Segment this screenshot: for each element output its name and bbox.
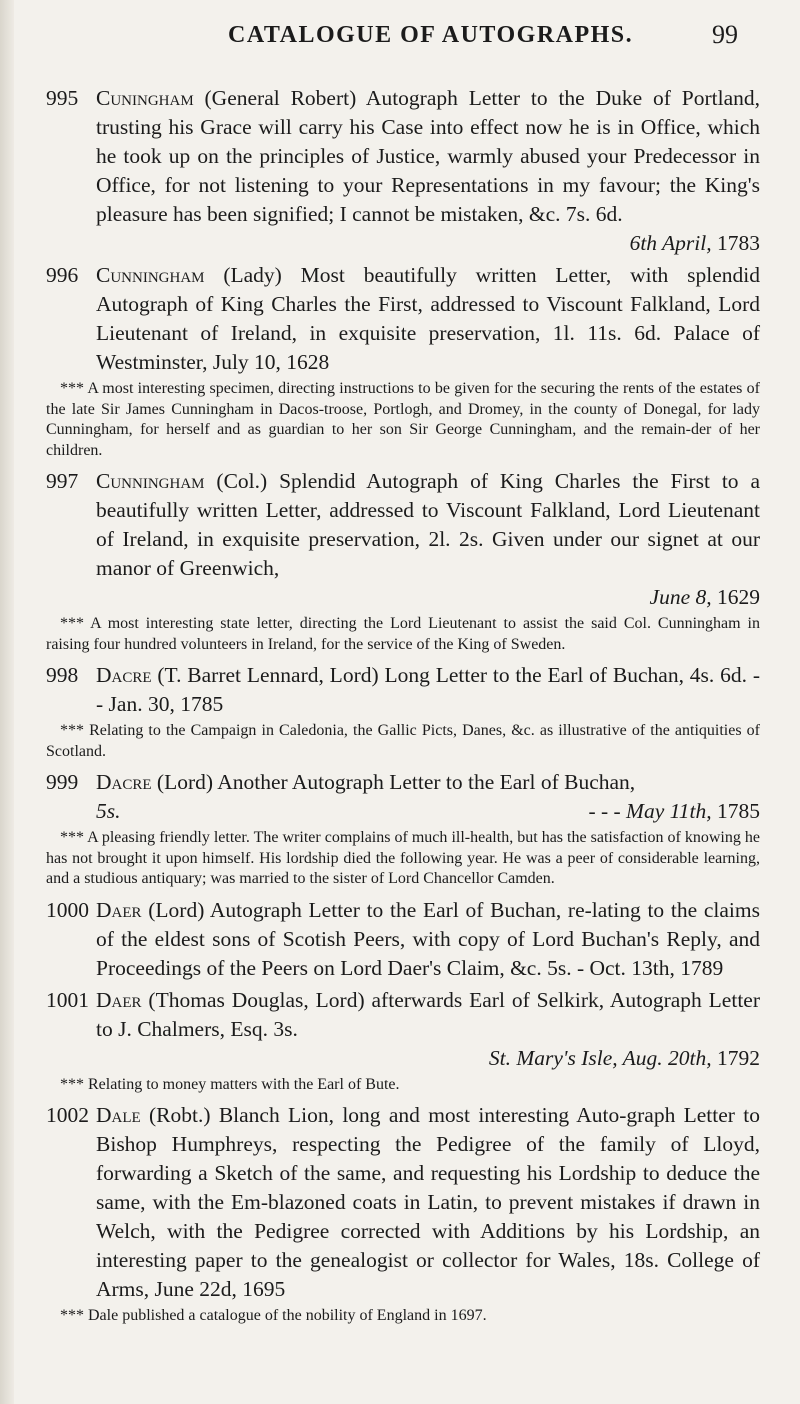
- entry-note: *** A pleasing friendly letter. The writer complains of much ill-health, but has the satisfaction of knowing he has not brought it upon himself. His lordship died the following year. He was a peer of considerable learning, and a studious antiquary; was married to the sister of Lord Chancellor Camden.: [46, 829, 760, 887]
- entry-name: Dacre: [96, 663, 152, 687]
- page-number: 99: [712, 20, 738, 49]
- entry-name: Cuningham: [96, 86, 194, 110]
- page-header: [0, 22, 800, 62]
- page-gutter-shadow: [0, 0, 14, 1404]
- entry-name: Cunningham: [96, 263, 205, 287]
- entry-description: (T. Barret Lennard, Lord) Long Letter to the Earl of Buchan, 4s. 6d. - - Jan. 30, 1785: [96, 663, 760, 716]
- entry-name: Cunningham: [96, 469, 205, 493]
- entry-price: 5s.: [96, 799, 121, 823]
- entry-description: (General Robert) Autograph Letter to the Duke of Portland, trusting his Grace will carry his Case into effect now he is in Office, which he took up on the principles of Justice, warmly abused your Predecessor in Office, for not listening to your Representations in my favour; the King's pleasure has been signified; I cannot be mistaken, &c. 7s. 6d.: [96, 86, 760, 226]
- catalogue-entry-1001: [46, 986, 760, 1096]
- entry-date: - - - May 11th,: [588, 799, 712, 823]
- entry-number: 1000: [46, 897, 89, 922]
- entry-date: St. Mary's Isle, Aug. 20th,: [488, 1045, 712, 1070]
- entry-note: *** Relating to money matters with the Earl of Bute.: [60, 1075, 400, 1093]
- catalogue-entry-995: [46, 84, 760, 258]
- entry-year: 1783: [717, 231, 760, 255]
- entry-dateline: [46, 797, 760, 826]
- entry-note: *** Relating to the Campaign in Caledonia, the Gallic Picts, Danes, &c. as illustrative of the antiquities of Scotland.: [46, 722, 760, 760]
- entry-year: 1785: [717, 799, 760, 823]
- entry-number: 1002: [46, 1103, 89, 1127]
- entry-number: 997: [46, 469, 79, 493]
- entry-number: 1001: [46, 987, 89, 1012]
- entry-description: (Lord) Another Autograph Letter to the Earl of Buchan,: [151, 770, 636, 794]
- entry-note: *** A most interesting specimen, directing instructions to be given for the securing the rents of the estates of the late Sir James Cunningham in Dacos-troose, Portlogh, and Dromey, in the county of Donegal, for lady Cunningham, for herself and as guardian to her son Sir George Cunningham, and the remain-der of her children.: [46, 380, 760, 459]
- entry-description: (Col.) Splendid Autograph of King Charles the First to a beautifully written Letter, addressed to Viscount Falkland, Lord Lieutenant of Ireland, in exquisite preservation, 2l. 2s. Given under our signet at our manor of Greenwich,: [96, 469, 760, 580]
- catalogue-entry-996: [46, 261, 760, 461]
- catalogue-entry-1000: [46, 896, 760, 983]
- entry-note: *** A most interesting state letter, directing the Lord Lieutenant to assist the said Col. Cunningham in raising four hundred volunteers in Ireland, for the service of the King of Sweden.: [46, 615, 760, 653]
- catalogue-entry-998: [46, 661, 760, 762]
- entry-name: Daer: [96, 987, 142, 1012]
- catalogue-entry-1002: [46, 1101, 760, 1327]
- entry-dateline: [46, 229, 760, 258]
- entry-note: *** Dale published a catalogue of the nobility of England in 1697.: [60, 1307, 487, 1324]
- running-title: CATALOGUE OF AUTOGRAPHS.: [228, 22, 634, 48]
- entry-number: 996: [46, 263, 79, 287]
- entry-year: 1792: [717, 1045, 760, 1070]
- entry-description: (Robt.) Blanch Lion, long and most interesting Auto-graph Letter to Bishop Humphreys, respecting the Pedigree of the family of Lloyd, forwarding a Sketch of the same, and requesting his Lordship to deduce the same, with the Em-blazoned coats in Latin, to prevent mistakes if drawn in Welch, with the Pedigree corrected with Additions by his Lordship, an interesting paper to the genealogist or collector for Wales, 18s. College of Arms, June 22d, 1695: [96, 1103, 760, 1301]
- catalogue-body: [46, 84, 760, 1333]
- entry-dateline: [46, 583, 760, 612]
- entry-year: 1629: [717, 585, 760, 609]
- entry-name: Dale: [96, 1103, 141, 1127]
- entry-dateline: [46, 1044, 760, 1073]
- entry-date: June 8,: [649, 585, 712, 609]
- entry-description: (Thomas Douglas, Lord) afterwards Earl of Selkirk, Autograph Letter to J. Chalmers, Esq. 3s.: [96, 987, 760, 1041]
- entry-number: 998: [46, 663, 79, 687]
- entry-number: 995: [46, 86, 79, 110]
- entry-name: Daer: [96, 897, 142, 922]
- entry-description: (Lord) Autograph Letter to the Earl of Buchan, re-lating to the claims of the eldest sons of Scotish Peers, with copy of Lord Buchan's Reply, and Proceedings of the Peers on Lord Daer's Claim, &c. 5s. - Oct. 13th, 1789: [96, 897, 760, 980]
- catalogue-entry-997: [46, 467, 760, 655]
- entry-description: (Lady) Most beautifully written Letter, with splendid Autograph of King Charles the First, addressed to Viscount Falkland, Lord Lieutenant of Ireland, in exquisite preservation, 1l. 11s. 6d. Palace of Westminster, July 10, 1628: [96, 263, 760, 374]
- catalogue-entry-999: [46, 768, 760, 890]
- entry-date: 6th April,: [629, 231, 712, 255]
- entry-number: 999: [46, 770, 79, 794]
- entry-name: Dacre: [96, 770, 152, 794]
